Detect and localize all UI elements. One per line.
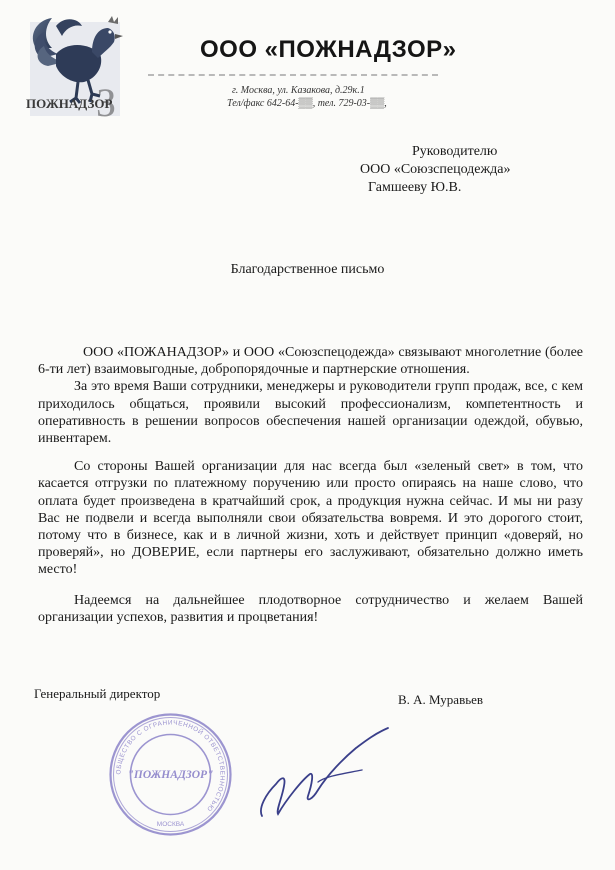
paragraph: Надеемся на дальнейшее плодотворное сотрудничество и желаем Вашей организации успехов, развития и процветания! [38, 592, 583, 625]
company-address [227, 84, 387, 110]
stamp-center-text: "ПОЖНАДЗОР" [127, 769, 214, 781]
address-line: г. Москва, ул. Казакова, д.29к.1 [232, 85, 365, 96]
stamp-bottom-text: МОСКВА [156, 821, 185, 828]
phone-line: Тел/факс 642-64-▒▒, тел. 729-03-▒▒, [227, 98, 387, 109]
svg-text:З: З [96, 80, 117, 124]
company-stamp [108, 712, 233, 837]
signer-name: В. А. Муравьев [398, 692, 484, 707]
company-name: ООО «ПОЖНАДЗОР» [200, 36, 457, 63]
recipient-company: ООО «Союзспецодежда» [360, 162, 511, 177]
letter-body [38, 344, 583, 626]
letter-title: Благодарственное письмо [230, 262, 385, 277]
paragraph: За это время Ваши сотрудники, менеджеры и руководители групп продаж, все, с кем приходилось общаться, проявили высокий профессионализм, компетентность и оперативность в решении вопросов обеспечения нашей организации одеждой, обувью, инвентарем. [38, 379, 583, 447]
signer-position: Генеральный директор [34, 686, 161, 701]
recipient-name: Гамшееву Ю.В. [368, 180, 462, 195]
letterhead-divider [148, 74, 438, 76]
rooster-icon [22, 8, 138, 124]
recipient-position: Руководителю [412, 144, 498, 159]
recipient-block [360, 143, 511, 197]
stamp-ring-text: ОБЩЕСТВО С ОГРАНИЧЕННОЙ ОТВЕТСТВЕННОСТЬЮ [115, 719, 226, 813]
paragraph: ООО «ПОЖАНАДЗОР» и ООО «Союзспецодежда» связывают многолетние (более 6-ти лет) взаимовыгодные, добропорядочные и партнерские отношения. [38, 345, 583, 378]
handwritten-signature [252, 724, 398, 836]
logo-text: ПОЖНАДЗОР [26, 96, 113, 111]
paragraph: Со стороны Вашей организации для нас всегда был «зеленый свет» в том, что касается отгрузки по платежному поручению или просто опираясь на наше слово, что оплата будет произведена в кратчайший срок, а продукция нужна сейчас. И мы ни разу Вас не подвели и всегда выполняли свои обязательства вовремя. И это дорогого стоит, потому что в бизнесе, как и в личной жизни, хоть и действует принцип «доверяй, но проверяй», но ДОВЕРИЕ, если партнеры его заслуживают, обязательно должно иметь место! [38, 459, 583, 578]
